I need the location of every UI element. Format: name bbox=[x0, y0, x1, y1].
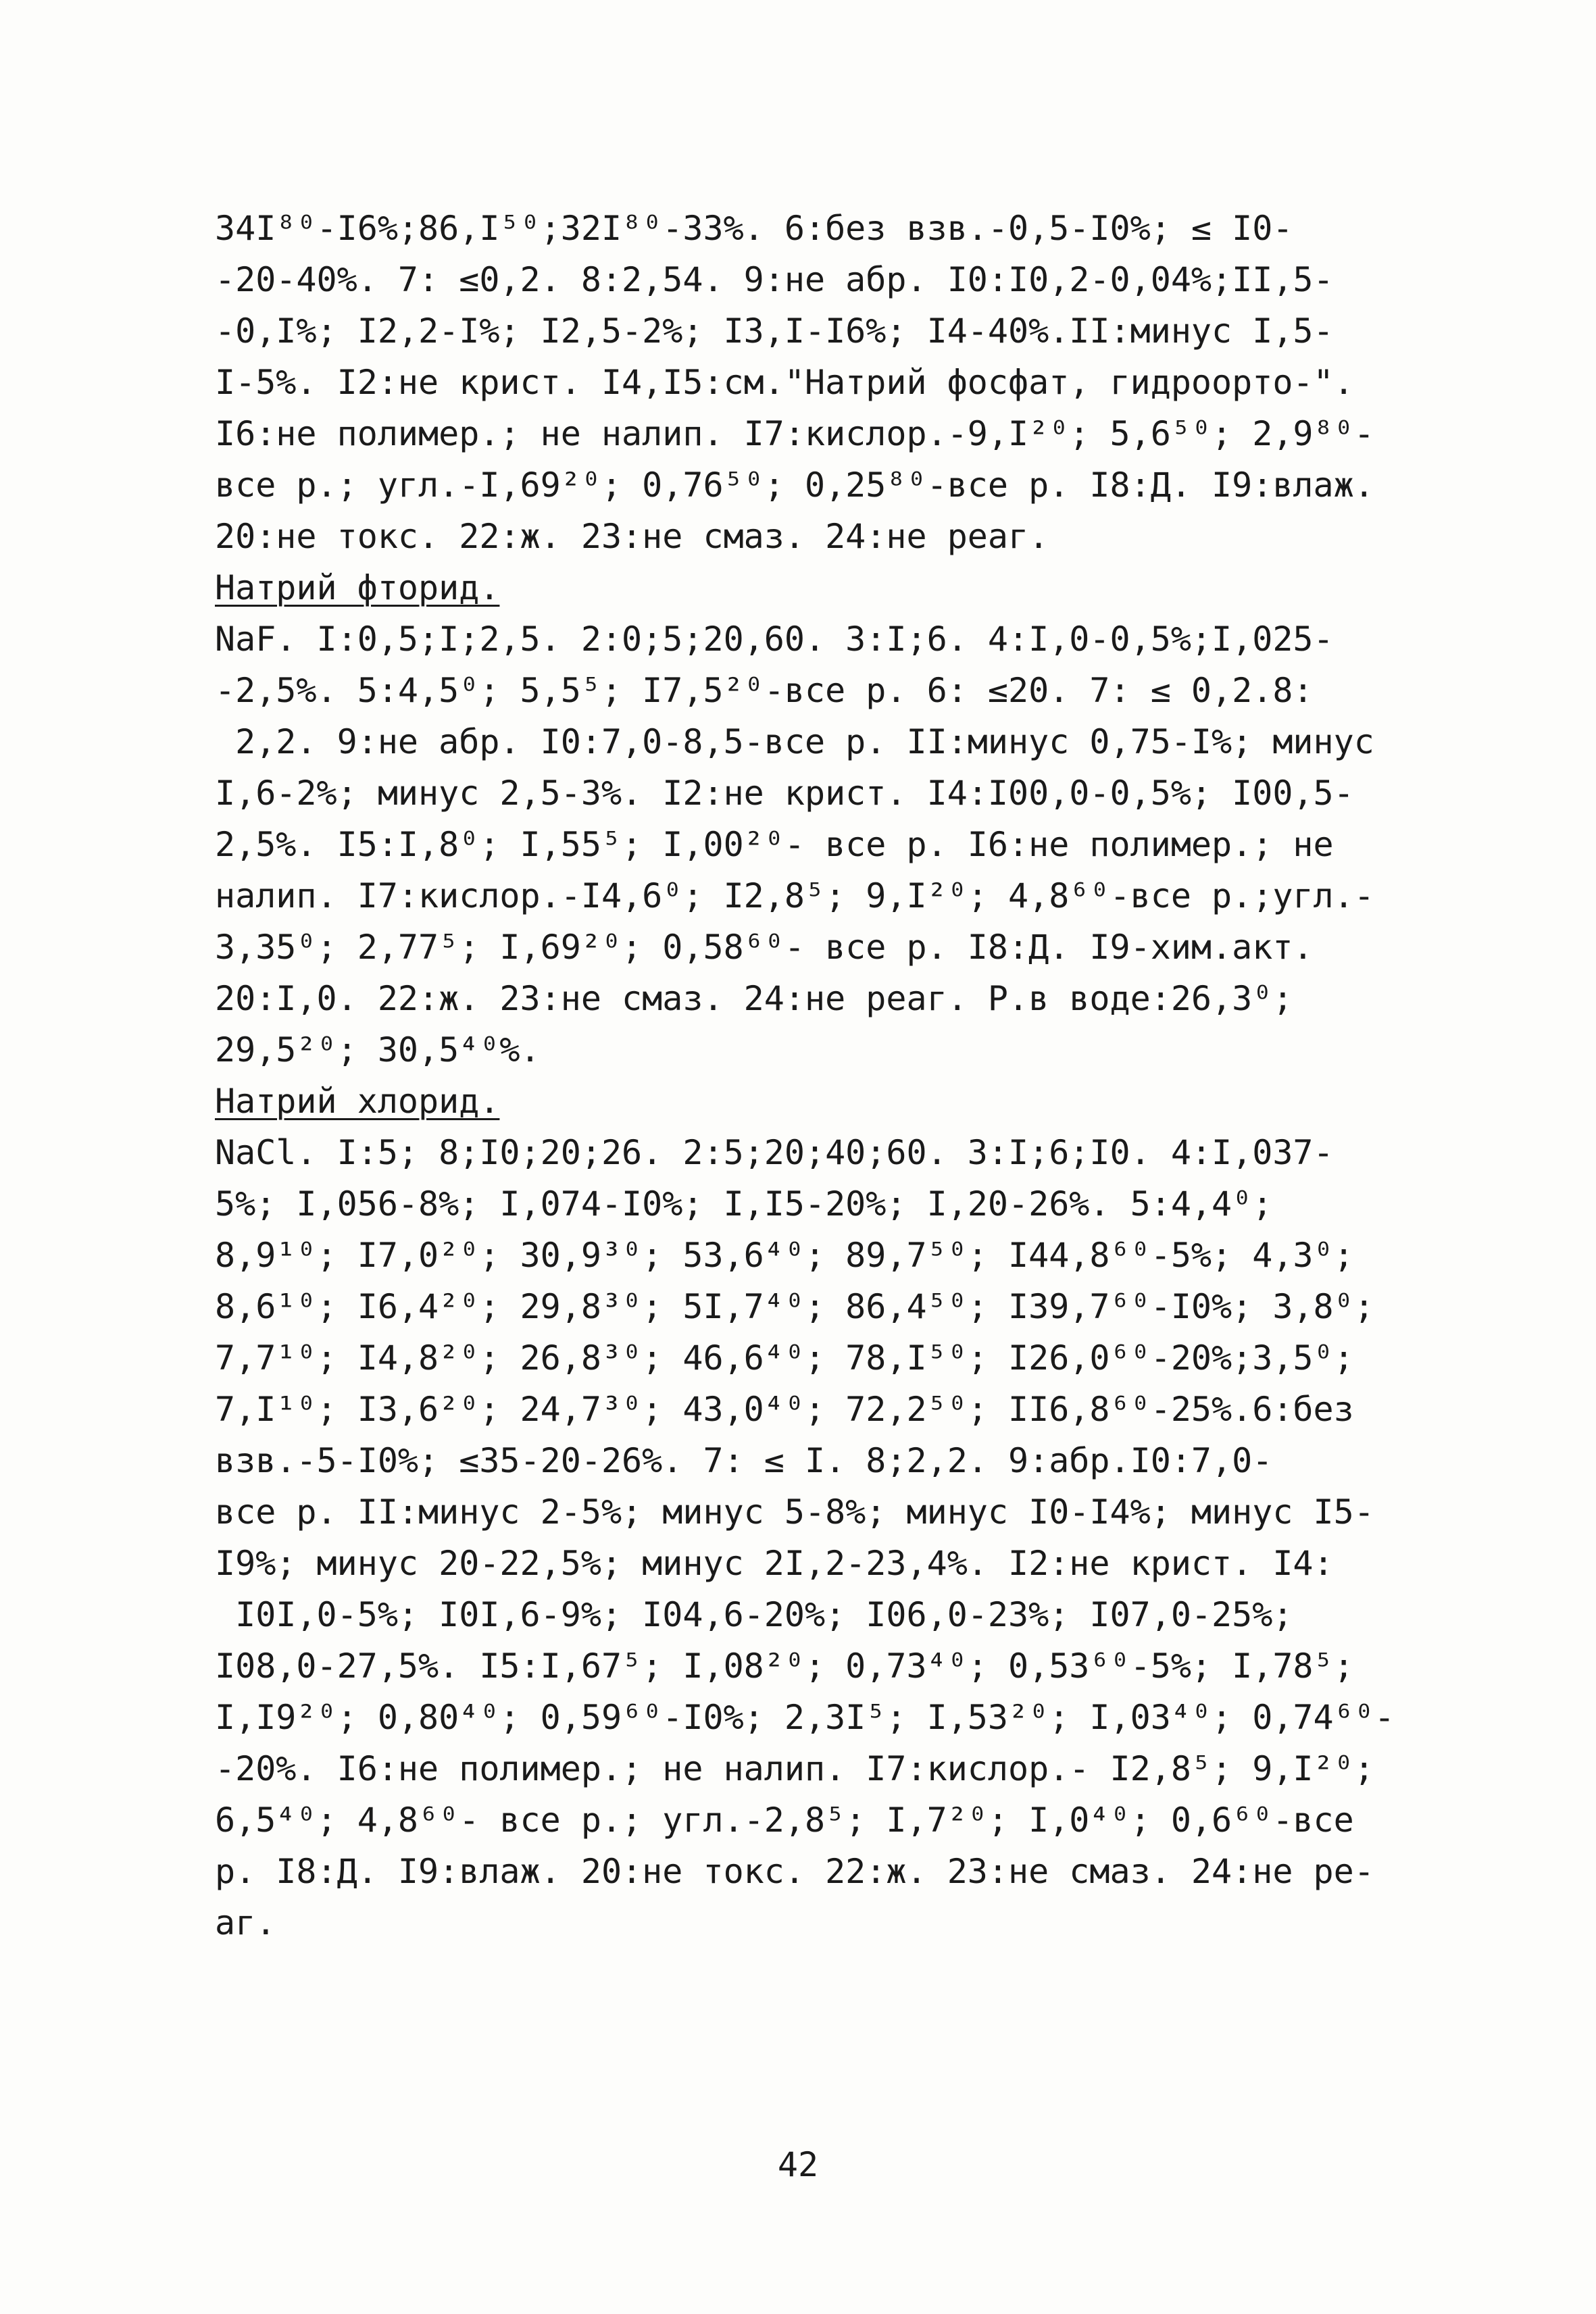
text-line: 20:не токс. 22:ж. 23:не смаз. 24:не реаг. bbox=[215, 517, 1049, 556]
text-line: 2,2. 9:не абр. I0:7,0-8,5-все р. II:минус 0,75-I%; минус bbox=[215, 722, 1374, 761]
text-line: 8,6¹⁰; I6,4²⁰; 29,8³⁰; 5I,7⁴⁰; 86,4⁵⁰; I39,7⁶⁰-I0%; 3,8⁰; bbox=[215, 1287, 1374, 1326]
text-line: 7,I¹⁰; I3,6²⁰; 24,7³⁰; 43,0⁴⁰; 72,2⁵⁰; II6,8⁶⁰-25%.6:без bbox=[215, 1390, 1354, 1429]
text-line: I-5%. I2:не крист. I4,I5:см."Натрий фосфат, гидроорто-". bbox=[215, 363, 1354, 402]
text-line: 2,5%. I5:I,8⁰; I,55⁵; I,00²⁰- все р. I6:не полимер.; не bbox=[215, 825, 1334, 864]
text-line: все р. II:минус 2-5%; минус 5-8%; минус I0-I4%; минус I5- bbox=[215, 1492, 1374, 1532]
text-line: 6,5⁴⁰; 4,8⁶⁰- все р.; угл.-2,8⁵; I,7²⁰; I,0⁴⁰; 0,6⁶⁰-все bbox=[215, 1801, 1354, 1840]
text-line: 8,9¹⁰; I7,0²⁰; 30,9³⁰; 53,6⁴⁰; 89,7⁵⁰; I44,8⁶⁰-5%; 4,3⁰; bbox=[215, 1236, 1354, 1275]
text-line: -0,I%; I2,2-I%; I2,5-2%; I3,I-I6%; I4-40%.II:минус I,5- bbox=[215, 311, 1334, 351]
text-line: 3,35⁰; 2,77⁵; I,69²⁰; 0,58⁶⁰- все р. I8:Д. I9-хим.акт. bbox=[215, 928, 1314, 967]
text-line: I0I,0-5%; I0I,6-9%; I04,6-20%; I06,0-23%; I07,0-25%; bbox=[215, 1595, 1293, 1634]
text-line: 5%; I,056-8%; I,074-I0%; I,I5-20%; I,20-26%. 5:4,4⁰; bbox=[215, 1184, 1273, 1224]
text-line: 20:I,0. 22:ж. 23:не смаз. 24:не реаг. Р.в воде:26,3⁰; bbox=[215, 979, 1293, 1018]
text-line: взв.-5-I0%; ≤35-20-26%. 7: ≤ I. 8;2,2. 9:абр.I0:7,0- bbox=[215, 1441, 1273, 1480]
body-text bbox=[215, 203, 1424, 1948]
text-line: I6:не полимер.; не налип. I7:кислор.-9,I²⁰; 5,6⁵⁰; 2,9⁸⁰- bbox=[215, 414, 1374, 453]
text-line: I9%; минус 20-22,5%; минус 2I,2-23,4%. I2:не крист. I4: bbox=[215, 1544, 1334, 1583]
text-line: I,6-2%; минус 2,5-3%. I2:не крист. I4:I00,0-0,5%; I00,5- bbox=[215, 774, 1354, 813]
text-line: все р.; угл.-I,69²⁰; 0,76⁵⁰; 0,25⁸⁰-все р. I8:Д. I9:влаж. bbox=[215, 466, 1374, 505]
text-line: налип. I7:кислор.-I4,6⁰; I2,8⁵; 9,I²⁰; 4,8⁶⁰-все р.;угл.- bbox=[215, 876, 1374, 915]
text-line: -20%. I6:не полимер.; не налип. I7:кислор.- I2,8⁵; 9,I²⁰; bbox=[215, 1749, 1374, 1788]
text-line: -20-40%. 7: ≤0,2. 8:2,54. 9:не абр. I0:I0,2-0,04%;II,5- bbox=[215, 260, 1334, 299]
section-heading-sodium-chloride bbox=[215, 1076, 1424, 1127]
text-line: -2,5%. 5:4,5⁰; 5,5⁵; I7,5²⁰-все р. 6: ≤20. 7: ≤ 0,2.8: bbox=[215, 671, 1314, 710]
text-line: 7,7¹⁰; I4,8²⁰; 26,8³⁰; 46,6⁴⁰; 78,I⁵⁰; I26,0⁶⁰-20%;3,5⁰; bbox=[215, 1338, 1354, 1378]
text-line: NaF. I:0,5;I;2,5. 2:0;5;20,60. 3:I;6. 4:I,0-0,5%;I,025- bbox=[215, 620, 1334, 659]
page-number: 42 bbox=[777, 2145, 819, 2184]
section-heading-sodium-fluoride bbox=[215, 562, 1424, 613]
text-line: 29,5²⁰; 30,5⁴⁰%. bbox=[215, 1030, 541, 1070]
text-line: I08,0-27,5%. I5:I,67⁵; I,08²⁰; 0,73⁴⁰; 0,53⁶⁰-5%; I,78⁵; bbox=[215, 1646, 1354, 1686]
text-line: р. I8:Д. I9:влаж. 20:не токс. 22:ж. 23:не смаз. 24:не ре- bbox=[215, 1852, 1374, 1891]
text-line: NaCl. I:5; 8;I0;20;26. 2:5;20;40;60. 3:I;6;I0. 4:I,037- bbox=[215, 1133, 1334, 1172]
text-line: 34I⁸⁰-I6%;86,I⁵⁰;32I⁸⁰-33%. 6:без взв.-0,5-I0%; ≤ I0- bbox=[215, 209, 1293, 248]
heading-text: Натрий фторид. bbox=[215, 568, 500, 607]
text-line: аг. bbox=[215, 1903, 276, 1942]
text-line: I,I9²⁰; 0,80⁴⁰; 0,59⁶⁰-I0%; 2,3I⁵; I,53²⁰; I,03⁴⁰; 0,74⁶⁰- bbox=[215, 1698, 1395, 1737]
heading-text: Натрий хлорид. bbox=[215, 1082, 500, 1121]
